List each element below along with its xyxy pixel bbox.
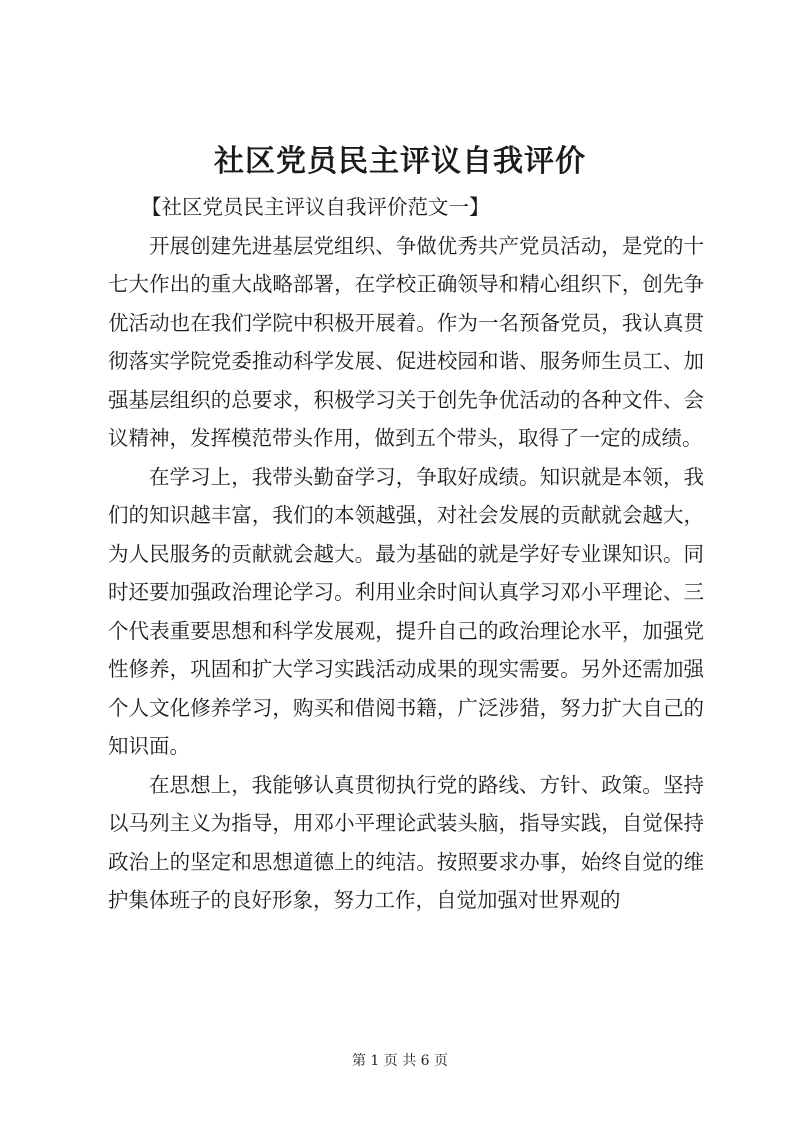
paragraph-3: 在思想上，我能够认真贯彻执行党的路线、方针、政策。坚持以马列主义为指导，用邓小平理论武装头脑，指导实践，自觉保持政治上的坚定和思想道德上的纯洁。按照要求办事，始终自觉的维护集体班子的良好形象，努力工作，自觉加强对世界观的	[108, 772, 704, 912]
page-footer: 第 1 页 共 6 页	[351, 1053, 449, 1069]
document-body	[108, 188, 704, 920]
document-subtitle: 【社区党员民主评议自我评价范文一】	[141, 195, 490, 219]
paragraph-2: 在学习上，我带头勤奋学习，争取好成绩。知识就是本领，我们的知识越丰富，我们的本领越强，对社会发展的贡献就会越大，为人民服务的贡献就会越大。最为基础的就是学好专业课知识。同时还要加强政治理论学习。利用业余时间认真学习邓小平理论、三个代表重要思想和科学发展观，提升自己的政治理论水平，加强党性修养，巩固和扩大学习实践活动成果的现实需要。另外还需加强个人文化修养学习，购买和借阅书籍，广泛涉猎，努力扩大自己的知识面。	[108, 464, 704, 758]
document-title: 社区党员民主评议自我评价	[214, 144, 586, 179]
paragraph-1: 开展创建先进基层党组织、争做优秀共产党员活动，是党的十七大作出的重大战略部署，在学校正确领导和精心组织下，创先争优活动也在我们学院中积极开展着。作为一名预备党员，我认真贯彻落实学院党委推动科学发展、促进校园和谐、服务师生员工、加强基层组织的总要求，积极学习关于创先争优活动的各种文件、会议精神，发挥模范带头作用，做到五个带头，取得了一定的成绩。	[108, 233, 704, 450]
